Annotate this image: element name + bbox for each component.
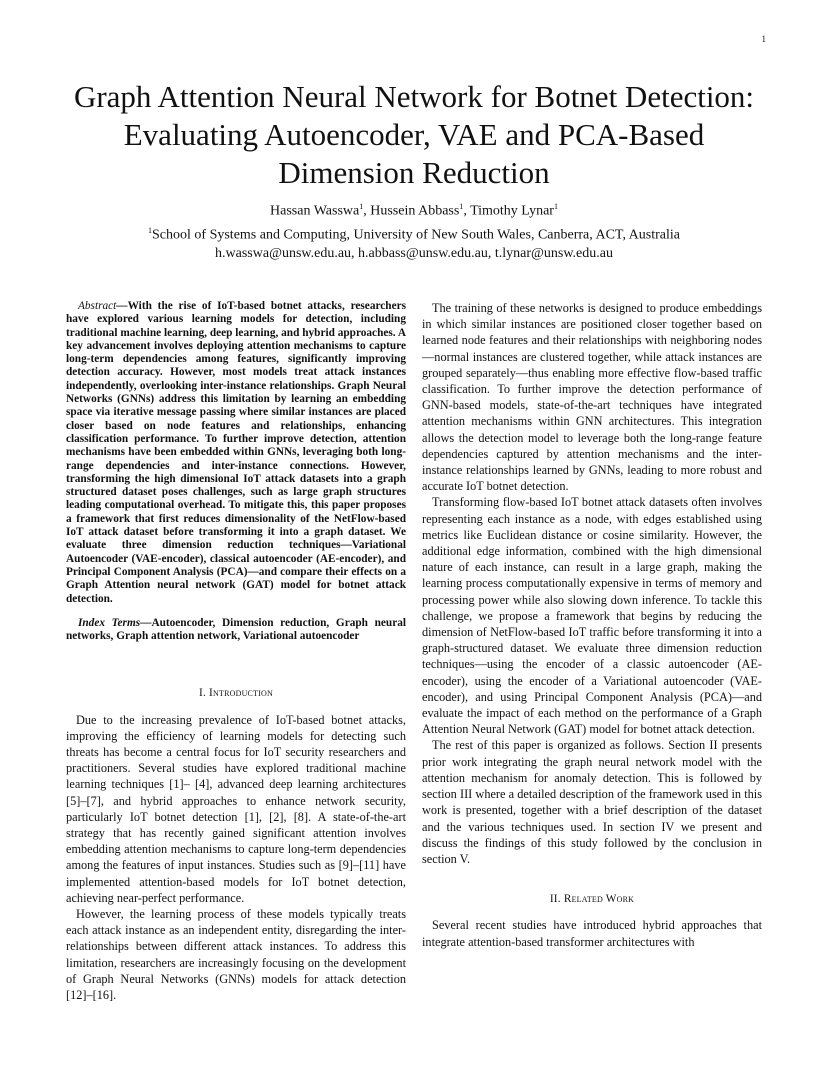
author-name: Hassan Wasswa <box>270 203 360 219</box>
author-sup: 1 <box>459 202 464 211</box>
paragraph: However, the learning process of these models typically treats each attack instance as an independent entity, disregarding the inter-relationships between different attack instances. To address this limitation, researchers are increasingly focusing on the development of Graph Neural Networks (GNNs) models for attack detection [12]–[16]. <box>66 907 406 1003</box>
paragraph: The training of these networks is designed to produce embeddings in which similar instances are positioned closer together based on learned node features and their relationships with neighboring nodes—normal instances are clustered together, while attack instances are grouped separately—thus enabling more effective flow-based traffic classification. To further improve the detection performance of GNN-based models, state-of-the-art techniques have integrated attention mechanisms within GNN architectures. This integration allows the detection model to leverage both the long-range feature dependencies captured by attention mechanisms and the inter-instance relationships learned by GNNs, leading to more robust and accurate IoT botnet detection. <box>422 301 762 494</box>
author-sup: 1 <box>359 202 364 211</box>
section-heading-related-work: II. Related Work <box>549 893 635 906</box>
paragraph: Due to the increasing prevalence of IoT-based botnet attacks, improving the efficiency of learning models for detecting such threats has become a central focus for IoT security researchers and practitioners. Several studies have explored traditional machine learning techniques [1]– [4], advanced deep learning architectures [5]–[7], and hybrid approaches to enhance network security, particularly IoT botnet detection [1], [2], [8]. A state-of-the-art strategy that has recently gained significant attention involves embedding attention mechanisms to capture long-term dependencies among the features of input instances. Studies such as [9]–[11] have implemented attention-based models for IoT botnet detection, achieving near-perfect performance. <box>66 712 406 905</box>
index-terms-label: Index Terms <box>78 616 141 629</box>
author-names: Hassan Wasswa$^1$, Hussein Abbass$^1$, Timothy Lynar$^1$ <box>270 202 558 219</box>
paragraph: Several recent studies have introduced hybrid approaches that integrate attention-based transformer architectures with <box>422 918 762 949</box>
paragraph: Transforming flow-based IoT botnet attack datasets often involves representing each instance as a node, with edges established using metrics like Euclidean distance or cosine similarity. However, the additional edge information, combined with the high dimensional nature of each instance, can result in a large graph, making the learning process computationally expensive in terms of memory and processing power while also slowing down inference. To tackle this challenge, we propose a framework that begins by reducing the dimension of NetFlow-based IoT traffic before transforming it into a graph-structured dataset. We evaluate three dimension reduction techniques—using the encoder of a classic autoencoder (AE-encoder), using the encoder of a Variational autoencoder (VAE-encoder), and using Principal Component Analysis (PCA)—and evaluate the impact of each method on the performance of a Graph Attention Neural Network (GAT) model for botnet attack detection. <box>422 495 762 737</box>
author-sup: 1 <box>553 202 558 211</box>
section-heading-introduction: I. Introduction <box>199 687 273 700</box>
abstract-text: With the rise of IoT-based botnet attacks, researchers have explored various learning models for detection, including traditional machine learning, deep learning, and hybrid approaches. A key advancement involves deploying attention mechanisms to capture long-term dependencies among features, significantly improving detection accuracy. However, most models treat attack instances independently, overlooking inter-instance relationships. Graph Neural Networks (GNNs) address this limitation by learning an embedding space via iterative message passing where similar instances are placed closer based on node features and relationships, enhancing classification performance. To further improve detection, attention mechanisms have been embedded within GNNs, leveraging both long-range dependencies and inter-instance connections. However, transforming the high dimensional IoT attack datasets into a graph structured dataset poses challenges, such as large graph structures leading computational overhead. To mitigate this, this paper proposes a framework that first reduces dimensionality of the NetFlow-based IoT attack dataset before transforming it into a graph dataset. We evaluate three dimension reduction techniques—Variational Autoencoder (VAE-encoder), classical autoencoder (AE-encoder), and Principal Component Analysis (PCA)—and compare their effects on a Graph Attention neural network (GAT) model for botnet attack detection. <box>66 300 406 605</box>
author-block <box>60 197 768 263</box>
abstract-label: Abstract <box>78 300 117 312</box>
paragraph: The rest of this paper is organized as follows. Section II presents prior work integrating the graph neural network model with the attention mechanism for anomaly detection. This is followed by section III where a detailed description of the framework used in this work is presented, together with a brief description of the dataset and the various techniques used. In section IV we present and discuss the findings of this study followed by the conclusion in section V. <box>422 738 762 866</box>
page-number: 1 <box>761 34 766 44</box>
paper-title: Graph Attention Neural Network for Botnet Detection: Evaluating Autoencoder, VAE and PCA-Based Dimension Reduction <box>73 79 755 190</box>
index-terms-text: Autoencoder, Dimension reduction, Graph neural networks, Graph attention network, Variational autoencoder <box>66 616 406 643</box>
right-column <box>422 300 762 950</box>
author-emails: h.wasswa@unsw.edu.au, h.abbass@unsw.edu.au, t.lynar@unsw.edu.au <box>215 246 613 262</box>
abstract: Abstract—With the rise of IoT-based botnet attacks, researchers have explored various learning models for detection, including traditional machine learning, deep learning, and hybrid approaches. A key advancement involves deploying attention mechanisms to capture long-term dependencies among features, significantly improving detection accuracy. However, most models treat attack instances independently, overlooking inter-instance relationships. Graph Neural Networks (GNNs) address this limitation by learning an embedding space via iterative message passing where similar instances are placed closer based on node features and relationships, enhancing classification performance. To further improve detection, attention mechanisms have been embedded within GNNs, leveraging both long-range dependencies and inter-instance connections. However, transforming the high dimensional IoT attack datasets into a graph structured dataset poses challenges, such as large graph structures leading computational overhead. To mitigate this, this paper proposes a framework that first reduces dimensionality of the NetFlow-based IoT attack dataset before transforming it into a graph dataset. We evaluate three dimension reduction techniques—Variational Autoencoder (VAE-encoder), classical autoencoder (AE-encoder), and Principal Component Analysis (PCA)—and compare their effects on a Graph Attention neural network (GAT) model for botnet attack detection. <box>66 300 406 605</box>
author-name: Timothy Lynar <box>470 203 554 219</box>
left-column <box>66 300 406 1003</box>
affiliation-sup: 1 <box>148 225 153 235</box>
index-terms: Index Terms—Autoencoder, Dimension reduction, Graph neural networks, Graph attention network, Variational autoencoder <box>66 616 406 643</box>
author-name: Hussein Abbass <box>370 203 460 219</box>
affiliation: $^1$School of Systems and Computing, University of New South Wales, Canberra, ACT, Australia <box>148 225 680 243</box>
